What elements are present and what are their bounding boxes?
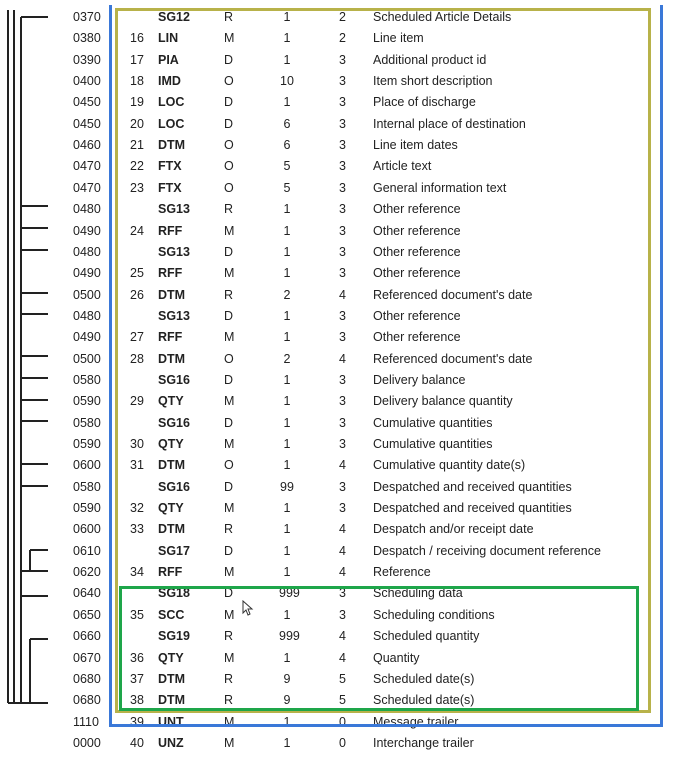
repetition-count: 1: [283, 522, 291, 537]
status-code: R: [224, 522, 234, 537]
position-code: 0460: [73, 138, 101, 153]
level: 3: [339, 501, 346, 516]
position-code: 0600: [73, 522, 101, 537]
segment-description: Internal place of destination: [373, 116, 526, 131]
status-code: M: [224, 565, 235, 580]
segment-number: 40: [130, 735, 144, 750]
segment-number: 36: [130, 650, 144, 665]
segment-tag: QTY: [158, 437, 184, 451]
level: 3: [339, 116, 346, 131]
repetition-count: 1: [283, 31, 291, 46]
position-code: 0470: [73, 159, 101, 174]
segment-tag: PIA: [158, 52, 179, 67]
position-code: 0480: [73, 308, 101, 323]
repetition-count: 1: [283, 266, 291, 281]
level: 4: [339, 458, 346, 473]
status-code: O: [224, 159, 234, 174]
segment-number: 38: [130, 693, 144, 708]
repetition-count: 1: [283, 223, 291, 238]
status-code: M: [224, 650, 235, 665]
segment-description: Message trailer: [373, 714, 459, 729]
status-code: R: [224, 202, 234, 217]
repetition-count: 1: [283, 202, 291, 217]
segment-tag: DTM: [158, 458, 186, 473]
segment-tag: DTM: [158, 671, 186, 686]
segment-number: 20: [130, 116, 144, 131]
segment-description: Despatched and received quantities: [373, 479, 572, 494]
position-code: 0380: [73, 31, 101, 46]
segment-description: Additional product id: [373, 52, 487, 67]
status-code: D: [224, 415, 234, 430]
segment-number: 31: [130, 458, 144, 473]
highlight-box-green: [119, 586, 639, 711]
segment-description: Other reference: [373, 202, 461, 217]
segment-description: Cumulative quantities: [373, 437, 493, 451]
level: 3: [339, 180, 346, 195]
segment-tag: FTX: [158, 159, 182, 174]
status-code: M: [224, 437, 235, 451]
status-code: M: [224, 394, 235, 409]
position-code: 0590: [73, 394, 101, 409]
segment-description: Cumulative quantities: [373, 415, 493, 430]
position-code: 0500: [73, 351, 101, 366]
segment-description: Reference: [373, 565, 431, 580]
level: 4: [339, 543, 346, 558]
status-code: D: [224, 308, 234, 323]
segment-tag: SCC: [158, 607, 185, 622]
segment-tag: DTM: [158, 287, 186, 302]
status-code: D: [224, 116, 234, 131]
position-code: 0680: [73, 693, 101, 708]
segment-number: 19: [130, 95, 144, 110]
level: 3: [339, 372, 346, 387]
repetition-count: 1: [283, 10, 291, 24]
status-code: M: [224, 607, 235, 622]
segment-description: Other reference: [373, 223, 461, 238]
level: 3: [339, 74, 346, 89]
status-code: M: [224, 330, 235, 345]
segment-tag: SG16: [158, 415, 190, 430]
segment-number: 35: [130, 607, 144, 622]
status-code: O: [224, 74, 234, 89]
repetition-count: 1: [283, 330, 291, 345]
position-code: 0450: [73, 95, 101, 110]
repetition-count: 6: [283, 138, 291, 153]
segment-description: Scheduling conditions: [373, 607, 495, 622]
status-code: D: [224, 52, 234, 67]
segment-number: 26: [130, 287, 144, 302]
position-code: 0620: [73, 565, 101, 580]
position-code: 0450: [73, 116, 101, 131]
segment-tag: DTM: [158, 693, 186, 708]
repetition-count: 1: [283, 501, 291, 516]
segment-tag: IMD: [158, 74, 181, 89]
repetition-count: 1: [283, 458, 291, 473]
level: 2: [339, 31, 346, 46]
status-code: D: [224, 244, 234, 259]
segment-description: Scheduled date(s): [373, 671, 475, 686]
level: 5: [339, 693, 346, 708]
position-code: 0610: [73, 543, 101, 558]
repetition-count: 1: [283, 372, 291, 387]
repetition-count: 1: [283, 735, 291, 750]
repetition-count: 5: [283, 180, 291, 195]
position-code: 0640: [73, 586, 101, 601]
level: 4: [339, 565, 346, 580]
segment-number: 16: [130, 31, 144, 46]
level: 5: [339, 671, 346, 686]
segment-tag: DTM: [158, 138, 186, 153]
level: 3: [339, 95, 346, 110]
repetition-count: 1: [283, 415, 291, 430]
position-code: 0480: [73, 244, 101, 259]
position-code: 0000: [73, 735, 101, 750]
segment-description: Article text: [373, 159, 432, 174]
segment-tag: SG18: [158, 586, 190, 601]
repetition-count: 1: [283, 650, 291, 665]
level: 3: [339, 52, 346, 67]
level: 3: [339, 330, 346, 345]
level: 4: [339, 629, 346, 644]
segment-tag: RFF: [158, 330, 183, 345]
segment-description: Other reference: [373, 266, 461, 281]
status-code: M: [224, 735, 235, 750]
segment-description: Line item dates: [373, 138, 458, 153]
status-code: R: [224, 629, 234, 644]
position-code: 0590: [73, 501, 101, 516]
segment-number: 39: [130, 714, 144, 729]
position-code: 0580: [73, 372, 101, 387]
level: 3: [339, 308, 346, 323]
repetition-count: 1: [283, 308, 291, 323]
segment-description: Line item: [373, 31, 424, 46]
segment-description: Scheduled date(s): [373, 693, 475, 708]
segment-description: Scheduled quantity: [373, 629, 480, 644]
status-code: O: [224, 180, 234, 195]
segment-tag: SG13: [158, 308, 190, 323]
repetition-count: 1: [283, 607, 291, 622]
repetition-count: 6: [283, 116, 291, 131]
position-code: 0580: [73, 479, 101, 494]
segment-number: 28: [130, 351, 144, 366]
segment-tag: LOC: [158, 95, 185, 110]
repetition-count: 9: [283, 693, 291, 708]
status-code: O: [224, 351, 234, 366]
segment-tag: SG17: [158, 543, 190, 558]
repetition-count: 2: [283, 287, 291, 302]
segment-number: 21: [130, 138, 144, 153]
level: 4: [339, 650, 346, 665]
repetition-count: 1: [283, 95, 291, 110]
level: 3: [339, 244, 346, 259]
status-code: D: [224, 95, 234, 110]
segment-description: Interchange trailer: [373, 735, 474, 750]
table-row: [0, 733, 683, 753]
level: 3: [339, 223, 346, 238]
segment-tag: SG12: [158, 10, 190, 24]
segment-tag: SG16: [158, 479, 190, 494]
segment-tag: DTM: [158, 522, 186, 537]
segment-tag: QTY: [158, 501, 184, 516]
segment-tag: QTY: [158, 650, 184, 665]
repetition-count: 1: [283, 565, 291, 580]
level: 3: [339, 266, 346, 281]
status-code: O: [224, 458, 234, 473]
status-code: M: [224, 31, 235, 46]
repetition-count: 10: [280, 74, 294, 89]
position-code: 0470: [73, 180, 101, 195]
segment-tag: QTY: [158, 394, 184, 409]
segment-tag: RFF: [158, 565, 183, 580]
level: 3: [339, 415, 346, 430]
segment-description: Other reference: [373, 330, 461, 345]
segment-number: 24: [130, 223, 144, 238]
position-code: 0500: [73, 287, 101, 302]
repetition-count: 1: [283, 714, 291, 729]
segment-tag: LIN: [158, 31, 179, 46]
segment-number: 27: [130, 330, 144, 345]
segment-tag: SG13: [158, 202, 190, 217]
position-code: 0680: [73, 671, 101, 686]
position-code: 0480: [73, 202, 101, 217]
segment-description: Item short description: [373, 74, 493, 89]
segment-description: General information text: [373, 180, 507, 195]
status-code: O: [224, 138, 234, 153]
status-code: R: [224, 671, 234, 686]
position-code: 0400: [73, 74, 101, 89]
position-code: 0590: [73, 437, 101, 451]
segment-description: Despatched and received quantities: [373, 501, 572, 516]
segment-number: 34: [130, 565, 144, 580]
repetition-count: 9: [283, 671, 291, 686]
position-code: 0650: [73, 607, 101, 622]
repetition-count: 1: [283, 543, 291, 558]
segment-description: Delivery balance quantity: [373, 394, 513, 409]
segment-number: 37: [130, 671, 144, 686]
level: 3: [339, 138, 346, 153]
level: 3: [339, 159, 346, 174]
segment-tag: FTX: [158, 180, 182, 195]
status-code: M: [224, 223, 235, 238]
position-code: 0490: [73, 223, 101, 238]
status-code: M: [224, 501, 235, 516]
segment-tag: UNZ: [158, 735, 184, 750]
position-code: 0670: [73, 650, 101, 665]
repetition-count: 1: [283, 52, 291, 67]
segment-tag: DTM: [158, 351, 186, 366]
repetition-count: 1: [283, 244, 291, 259]
repetition-count: 1: [283, 437, 291, 451]
repetition-count: 99: [280, 479, 294, 494]
status-code: M: [224, 714, 235, 729]
segment-tag: RFF: [158, 223, 183, 238]
mouse-pointer-icon: [242, 600, 254, 616]
status-code: D: [224, 543, 234, 558]
segment-number: 18: [130, 74, 144, 89]
position-code: 1110: [73, 714, 99, 729]
level: 2: [339, 10, 346, 24]
level: 0: [339, 714, 346, 729]
segment-tag: RFF: [158, 266, 183, 281]
level: 3: [339, 202, 346, 217]
segment-description: Despatch and/or receipt date: [373, 522, 534, 537]
level: 3: [339, 437, 346, 451]
status-code: R: [224, 693, 234, 708]
repetition-count: 5: [283, 159, 291, 174]
segment-tag: SG16: [158, 372, 190, 387]
level: 4: [339, 287, 346, 302]
level: 0: [339, 735, 346, 750]
level: 4: [339, 522, 346, 537]
segment-number: 29: [130, 394, 144, 409]
position-code: 0370: [73, 10, 101, 24]
segment-number: 33: [130, 522, 144, 537]
position-code: 0390: [73, 52, 101, 67]
repetition-count: 1: [283, 394, 291, 409]
repetition-count: 999: [279, 629, 300, 644]
status-code: D: [224, 586, 234, 601]
segment-description: Referenced document's date: [373, 351, 533, 366]
segment-tag: SG13: [158, 244, 190, 259]
status-code: R: [224, 287, 234, 302]
segment-number: 32: [130, 501, 144, 516]
segment-tag: SG19: [158, 629, 190, 644]
level: 3: [339, 607, 346, 622]
segment-description: Referenced document's date: [373, 287, 533, 302]
position-code: 0600: [73, 458, 101, 473]
status-code: M: [224, 266, 235, 281]
segment-description: Other reference: [373, 244, 461, 259]
position-code: 0490: [73, 266, 101, 281]
level: 4: [339, 351, 346, 366]
segment-description: Scheduled Article Details: [373, 10, 512, 24]
level: 3: [339, 479, 346, 494]
segment-number: 25: [130, 266, 144, 281]
repetition-count: 999: [279, 586, 300, 601]
segment-tag: LOC: [158, 116, 185, 131]
segment-description: Despatch / receiving document reference: [373, 543, 601, 558]
level: 3: [339, 586, 346, 601]
status-code: R: [224, 10, 234, 24]
position-code: 0580: [73, 415, 101, 430]
status-code: D: [224, 372, 234, 387]
segment-description: Cumulative quantity date(s): [373, 458, 526, 473]
position-code: 0490: [73, 330, 101, 345]
segment-tag: UNT: [158, 714, 184, 729]
segment-number: 17: [130, 52, 144, 67]
status-code: D: [224, 479, 234, 494]
segment-number: 23: [130, 180, 144, 195]
segment-number: 30: [130, 437, 144, 451]
position-code: 0660: [73, 629, 101, 644]
segment-number: 22: [130, 159, 144, 174]
level: 3: [339, 394, 346, 409]
segment-description: Scheduling data: [373, 586, 463, 601]
segment-description: Delivery balance: [373, 372, 466, 387]
segment-description: Other reference: [373, 308, 461, 323]
segment-description: Quantity: [373, 650, 420, 665]
segment-description: Place of discharge: [373, 95, 476, 110]
repetition-count: 2: [283, 351, 291, 366]
